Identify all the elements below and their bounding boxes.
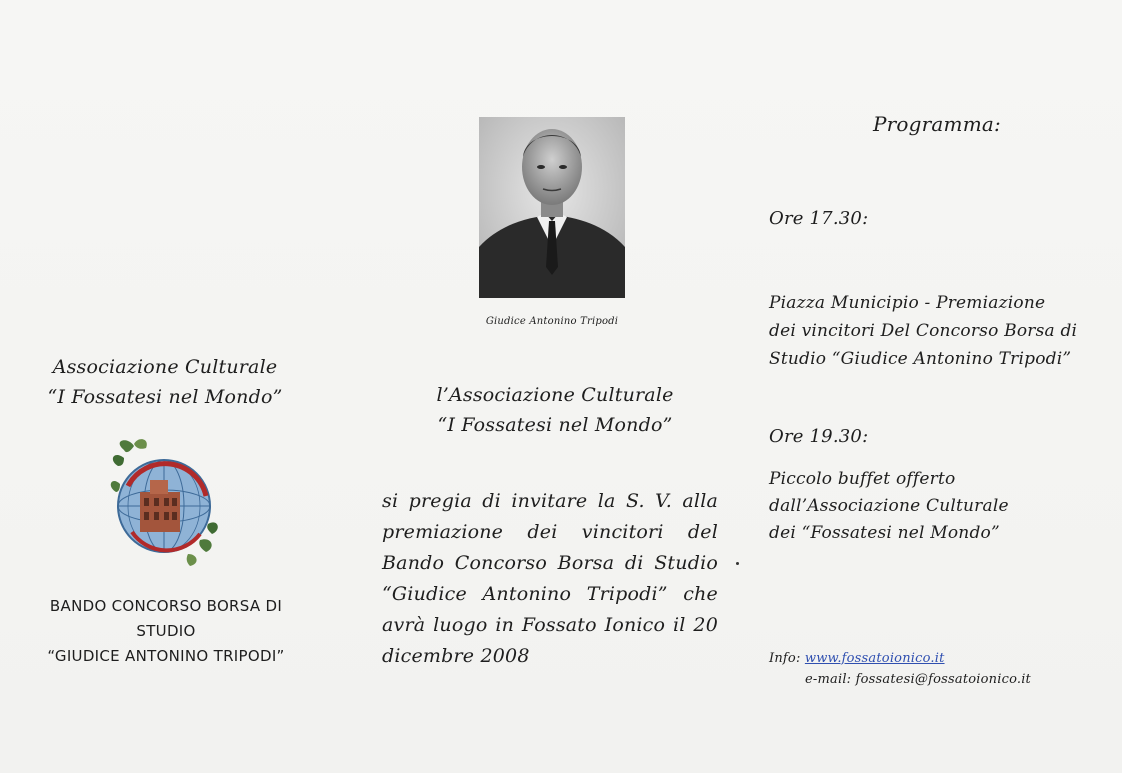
website-link[interactable]: www.fossatoionico.it (804, 651, 945, 666)
email-address[interactable]: fossatesi@fossatoionico.it (855, 672, 1031, 687)
time-slot-1: Ore 17.30: (769, 208, 869, 229)
event2-line2: dall’Associazione Culturale (769, 496, 1009, 516)
bando-line1: BANDO CONCORSO BORSA DI (49, 597, 283, 615)
bando-line2: STUDIO (136, 622, 196, 640)
event2-line3: dei “Fossatesi nel Mondo” (769, 523, 1000, 543)
programma-heading: Programma: (873, 112, 1001, 136)
left-association-name (20, 352, 310, 412)
portrait-image (479, 117, 625, 298)
event1-line2: dei vincitori Del Concorso Borsa di (769, 321, 1078, 341)
portrait-photo (479, 117, 625, 298)
event-1-description (769, 289, 1109, 373)
email-row (769, 669, 1031, 690)
center-assoc-line2: “I Fossatesi nel Mondo” (437, 414, 673, 436)
center-association-name (400, 380, 710, 440)
contact-info (769, 648, 1031, 690)
invitation-text: si pregia di invitare la S. V. alla premiazione dei vincitori del Bando Concorso Borsa di Studio “Giudice Antonino Tripodi” che avrà luogo in Fossato Ionico il 20 dicembre 2008 (382, 490, 718, 667)
center-assoc-line1: l’Associazione Culturale (436, 384, 674, 406)
time-slot-2: Ore 19.30: (769, 426, 869, 447)
event1-line3: Studio “Giudice Antonino Tripodi” (769, 349, 1072, 369)
left-assoc-line1: Associazione Culturale (52, 356, 278, 378)
bando-title (16, 594, 316, 669)
association-logo (108, 436, 220, 568)
stray-dot (736, 562, 739, 565)
info-label: Info: (769, 651, 801, 666)
globe-logo-icon (108, 436, 220, 568)
event2-line1: Piccolo buffet offerto (769, 469, 956, 489)
bando-line3: “GIUDICE ANTONINO TRIPODI” (47, 647, 285, 665)
photo-caption: Giudice Antonino Tripodi (485, 316, 619, 327)
event1-line1: Piazza Municipio - Premiazione (769, 293, 1046, 313)
info-row (769, 648, 1031, 669)
left-assoc-line2: “I Fossatesi nel Mondo” (47, 386, 283, 408)
event-2-description (769, 466, 1069, 547)
email-label: e-mail: (805, 672, 852, 687)
